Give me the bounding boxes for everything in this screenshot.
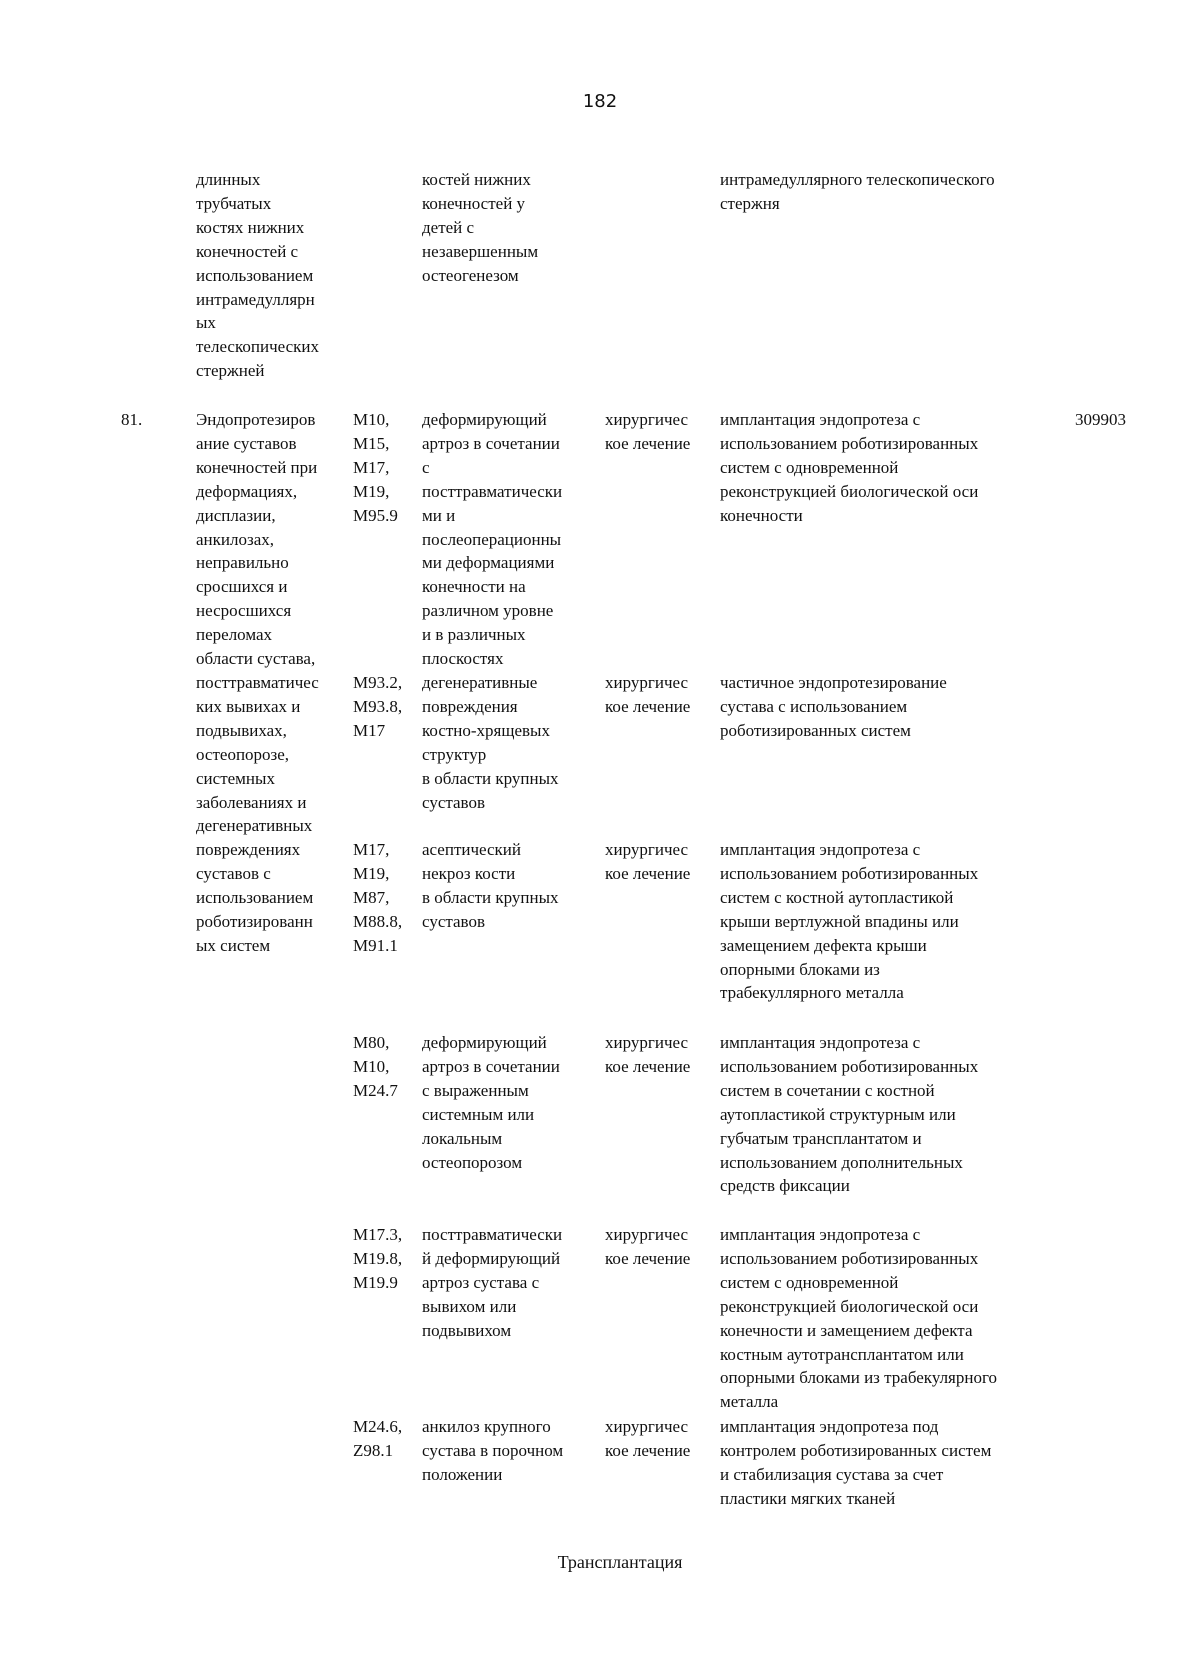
diagnosis-codes: M17.3, M19.8, M19.9 xyxy=(353,1225,403,1292)
treatment-type: хирургичес кое лечение xyxy=(605,673,691,716)
diagnosis-codes: M93.2, M93.8, M17 xyxy=(353,673,403,740)
row-number: 81. xyxy=(121,410,143,429)
treatment-method: имплантация эндопротеза с использованием роботизированных систем с одновременной реконструкцией биологической оси конечности xyxy=(720,410,979,525)
diagnosis-codes: M80, M10, M24.7 xyxy=(353,1033,398,1100)
procedure-name: повреждениях суставов с использованием роботизированн ых систем xyxy=(196,840,314,955)
treatment-type: хирургичес кое лечение xyxy=(605,410,691,453)
diagnosis-description: дегенеративные повреждения костно-хрящевых структур в области крупных суставов xyxy=(422,673,559,812)
diagnosis-codes: M24.6, Z98.1 xyxy=(353,1417,403,1460)
procedure-name: длинных трубчатых костях нижних конечностей с использованием интрамедуллярн ых телескопических стержней xyxy=(196,170,319,381)
procedure-name: Эндопротезиров ание суставов конечностей при деформациях, дисплазии, анкилозах, неправильно сросшихся и несросшихся переломах области сустава, xyxy=(196,410,318,669)
treatment-type: хирургичес кое лечение xyxy=(605,1417,691,1460)
treatment-method: интрамедуллярного телескопического стержня xyxy=(720,170,995,213)
treatment-method: имплантация эндопротеза с использованием роботизированных систем с костной аутопластикой крыши вертлужной впадины или замещением дефекта крыши опорными блоками из трабекуллярного металла xyxy=(720,840,979,1003)
diagnosis-description: деформирующий артроз в сочетании с выраженным системным или локальным остеопорозом xyxy=(422,1033,560,1172)
diagnosis-description: посттравматически й деформирующий артроз сустава с вывихом или подвывихом xyxy=(422,1225,563,1340)
cost-value: 309903 xyxy=(1075,410,1126,429)
section-heading: Трансплантация xyxy=(557,1552,683,1572)
treatment-type: хирургичес кое лечение xyxy=(605,1225,691,1268)
page-number: 182 xyxy=(582,91,618,112)
diagnosis-description: анкилоз крупного сустава в порочном положении xyxy=(422,1417,564,1484)
procedure-name: посттравматичес ких вывихах и подвывихах, остеопорозе, системных заболеваниях и дегенеративных xyxy=(196,673,319,836)
treatment-method: имплантация эндопротеза под контролем роботизированных систем и стабилизация сустава за счет пластики мягких тканей xyxy=(720,1417,992,1508)
treatment-type: хирургичес кое лечение xyxy=(605,840,691,883)
diagnosis-codes: M10, M15, M17, M19, M95.9 xyxy=(353,410,398,525)
diagnosis-description: деформирующий артроз в сочетании с посттравматически ми и послеоперационны ми деформациями конечности на различном уровне и в различных плоскостях xyxy=(422,410,563,669)
diagnosis-description: костей нижних конечностей у детей с незавершенным остеогенезом xyxy=(422,170,539,285)
diagnosis-codes: M17, M19, M87, M88.8, M91.1 xyxy=(353,840,403,955)
diagnosis-description: асептический некроз кости в области крупных суставов xyxy=(422,840,559,931)
treatment-method: частичное эндопротезирование сустава с использованием роботизированных систем xyxy=(720,673,947,740)
treatment-type: хирургичес кое лечение xyxy=(605,1033,691,1076)
treatment-method: имплантация эндопротеза с использованием роботизированных систем с одновременной реконструкцией биологической оси конечности и замещением дефекта костным аутотрансплантатом или опорными блоками из трабекулярного металла xyxy=(720,1225,998,1412)
treatment-method: имплантация эндопротеза с использованием роботизированных систем в сочетании с костной аутопластикой структурным или губчатым трансплантатом и использованием дополнительных средств фиксации xyxy=(720,1033,979,1196)
